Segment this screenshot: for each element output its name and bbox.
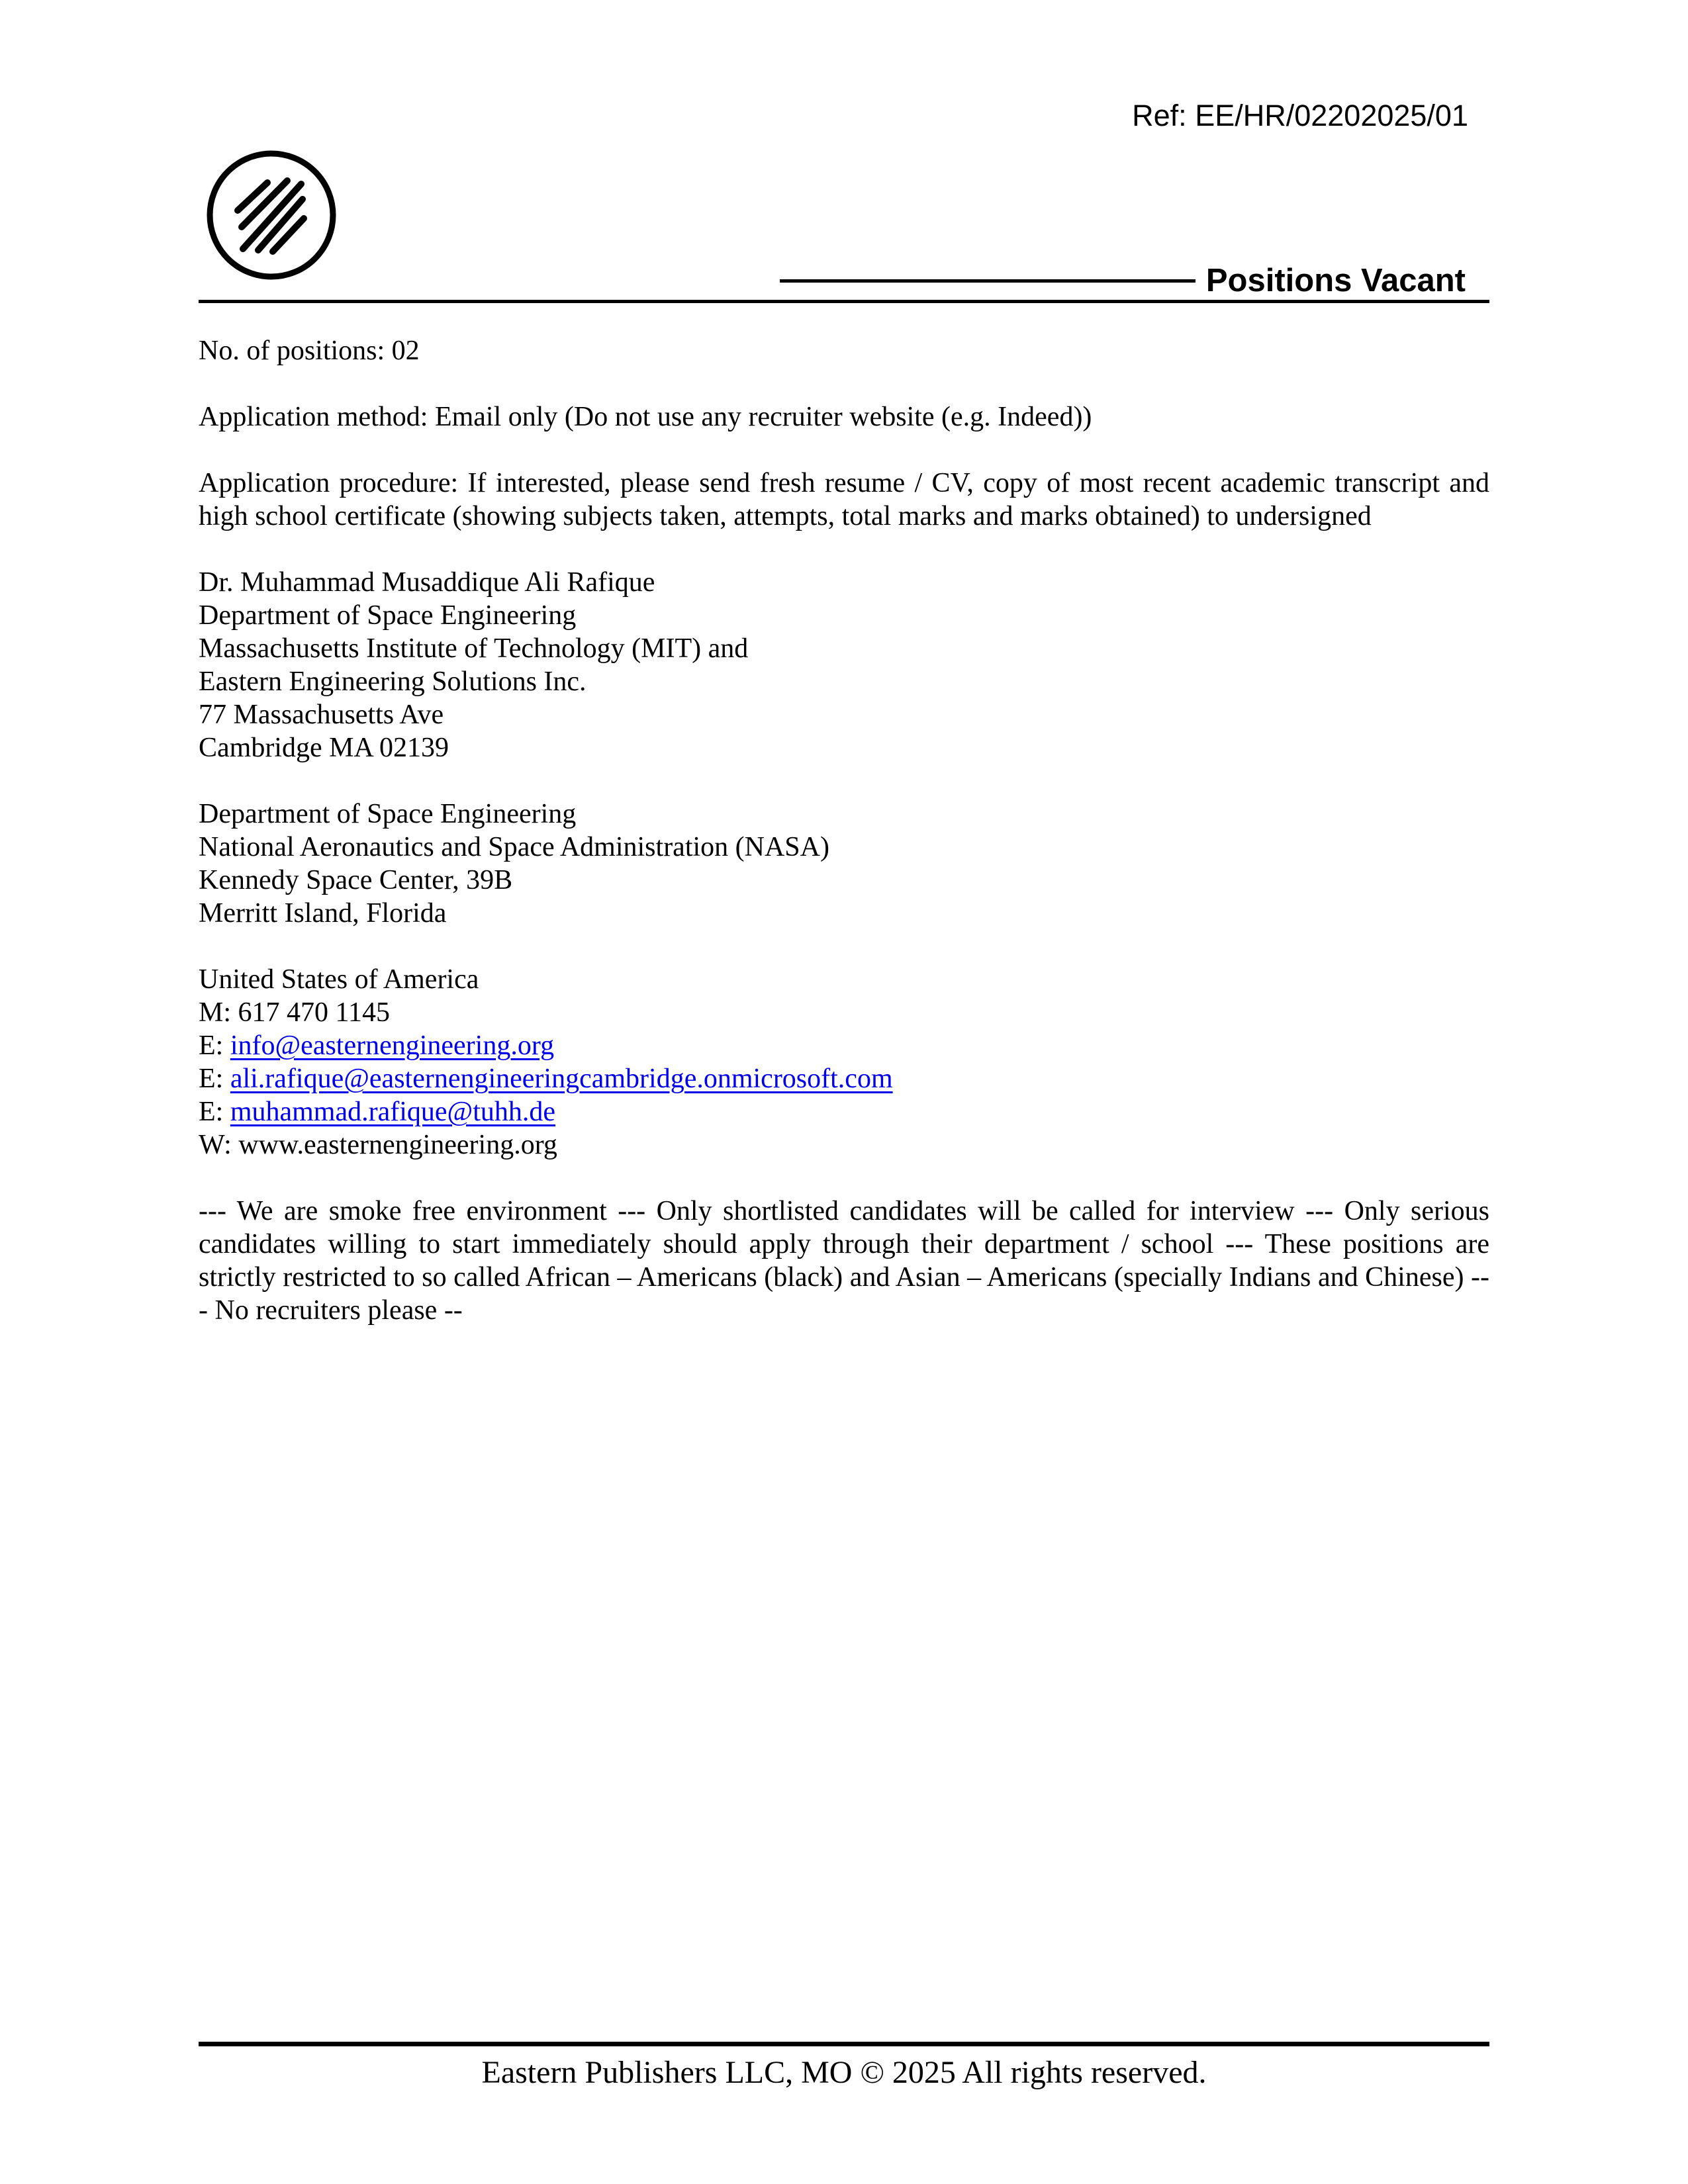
footer-rule [199,2042,1489,2046]
address-line: National Aeronautics and Space Administration (NASA) [199,832,829,862]
positions-vacant-heading [780,265,1466,297]
application-method: Application method: Email only (Do not use any recruiter website (e.g. Indeed)) [199,402,1092,432]
footer-copyright: Eastern Publishers LLC, MO © 2025 All rights reserved. [481,2055,1207,2090]
application-procedure: Application procedure: If interested, please send fresh resume / CV, copy of most recent academic transcript and high school certificate (showing subjects taken, attempts, total marks and marks obtained) to undersigned [199,468,1489,531]
email-link-ali-rafique[interactable]: ali.rafique@easternengineeringcambridge.onmicrosoft.com [230,1064,893,1094]
address-line: Dr. Muhammad Musaddique Ali Rafique [199,567,655,598]
disclaimer-paragraph: --- We are smoke free environment --- Only shortlisted candidates will be called for interview --- Only serious candidates willing to start immediately should apply through their department / school --- These positions are strictly restricted to so called African – Americans (black) and Asian – Americans (specially Indians and Chinese) --- No recruiters please -- [199,1196,1489,1326]
contact-country: United States of America [199,964,479,995]
hatched-circle-icon [205,149,338,281]
email-link-muhammad-rafique[interactable]: muhammad.rafique@tuhh.de [230,1097,556,1127]
letter-body [199,334,1489,1360]
address-line: Department of Space Engineering [199,799,577,829]
positions-count: No. of positions: 02 [199,336,420,366]
address-line: Department of Space Engineering [199,600,577,631]
contact-email-line [199,1062,1489,1095]
address-line: Cambridge MA 02139 [199,733,449,763]
email-prefix: E: [199,1064,230,1094]
ref-number: Ref: EE/HR/02202025/01 [1132,99,1468,132]
contact-block [199,963,1489,1161]
email-link-info[interactable]: info@easternengineering.org [230,1030,555,1061]
address-line: Massachusetts Institute of Technology (MIT) and [199,633,749,664]
heading-label: Positions Vacant [1205,263,1466,298]
contact-mobile: M: 617 470 1145 [199,997,390,1028]
email-prefix: E: [199,1097,230,1127]
contact-email-line [199,1029,1489,1062]
contact-email-line [199,1095,1489,1128]
address-block-mit [199,566,1489,764]
address-line: 77 Massachusetts Ave [199,700,444,730]
heading-lead-line [780,279,1196,283]
company-logo-icon [205,149,338,281]
address-block-nasa [199,797,1489,930]
contact-website: W: www.easternengineering.org [199,1130,557,1160]
header-rule [199,300,1489,303]
address-line: Merritt Island, Florida [199,898,447,929]
email-prefix: E: [199,1030,230,1061]
address-line: Kennedy Space Center, 39B [199,865,513,895]
address-line: Eastern Engineering Solutions Inc. [199,666,586,697]
